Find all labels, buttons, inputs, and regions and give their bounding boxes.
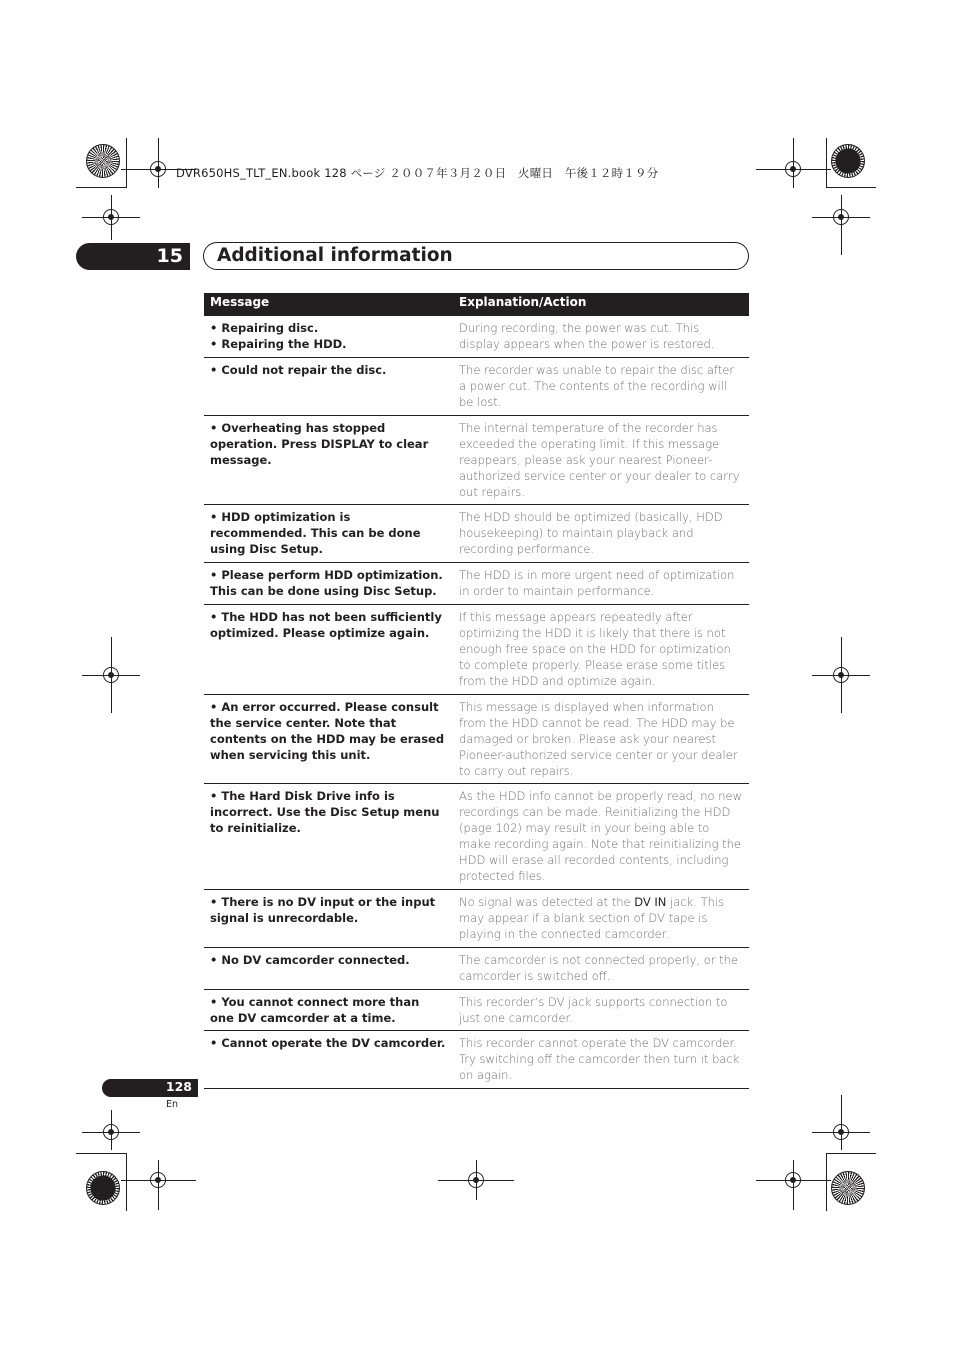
column-header-explanation: Explanation/Action (459, 295, 587, 309)
crop-mark (82, 217, 140, 218)
page-language: En (166, 1099, 179, 1110)
registration-star-icon (86, 1171, 120, 1205)
table-row (204, 563, 749, 605)
message-cell (210, 894, 446, 926)
crop-mark (158, 1160, 159, 1210)
explanation-cell: This recorder’s DV jack supports connection to just one camcorder. (459, 995, 728, 1025)
table-row (204, 358, 749, 416)
message-cell (210, 509, 446, 557)
crop-mark (826, 187, 876, 188)
message-text: • There is no DV input or the input signal is unrecordable. (210, 895, 436, 925)
column-header-message: Message (210, 295, 270, 309)
table-row (204, 416, 749, 505)
crop-mark (126, 138, 127, 188)
explanation-text: No signal was detected at the (459, 895, 635, 909)
crop-mark (756, 1180, 831, 1181)
crop-mark (756, 169, 831, 170)
explanation-cell: The camcorder is not connected properly, or the camcorder is switched off. (459, 953, 738, 983)
jack-name: DV IN (634, 895, 667, 909)
table-row (204, 605, 749, 695)
message-text: • Repairing the HDD. (210, 337, 347, 351)
crop-mark (826, 138, 827, 188)
registration-star-icon (831, 144, 865, 178)
crop-mark (793, 1160, 794, 1210)
table-row (204, 695, 749, 784)
table-row (204, 990, 749, 1031)
table-row (204, 784, 749, 890)
message-table (204, 293, 749, 1089)
crop-mark (826, 1153, 876, 1154)
file-header: DVR650HS_TLT_EN.book 128 ページ ２００７年３月２０日 火曜日 午後１２時１９分 (176, 166, 659, 180)
crop-mark (826, 1153, 827, 1211)
chapter-title-box (203, 242, 749, 270)
crop-mark (438, 1180, 514, 1181)
message-cell (210, 788, 446, 836)
crop-mark (126, 1153, 127, 1211)
message-cell (210, 1035, 446, 1051)
crop-mark (841, 1095, 842, 1150)
message-text: • Please perform HDD optimization. This can be done using Disc Setup. (210, 568, 443, 598)
crop-mark (812, 675, 870, 676)
registration-star-icon (831, 1171, 865, 1205)
explanation-cell: If this message appears repeatedly after optimizing the HDD it is likely that there is not enough free space on the HDD for optimization to complete properly. Please erase some titles from the HDD and optimize again. (459, 610, 731, 688)
crop-mark (82, 1132, 140, 1133)
explanation-cell (459, 894, 743, 942)
crop-mark (158, 138, 159, 188)
explanation-cell: The internal temperature of the recorder has exceeded the operating limit. If this message reappears, please ask your nearest Pioneer-authorized service center or your dealer to carry out repairs. (459, 421, 740, 499)
page-number: 128 (165, 1079, 192, 1094)
crop-mark (76, 1153, 126, 1154)
page-number-tab (102, 1079, 198, 1097)
table-row (204, 505, 749, 563)
explanation-cell: The HDD is in more urgent need of optimization in order to maintain performance. (459, 568, 735, 598)
crop-mark (111, 1110, 112, 1150)
message-cell (210, 699, 446, 763)
table-row (204, 948, 749, 990)
crop-mark (121, 1180, 196, 1181)
explanation-cell: The HDD should be optimized (basically, HDD housekeeping) to maintain playback and recording performance. (459, 510, 723, 556)
message-cell (210, 952, 446, 968)
message-text: • An error occurred. Please consult the service center. Note that contents on the HDD may be erased when servicing this unit. (210, 700, 445, 762)
message-text: • HDD optimization is recommended. This can be done using Disc Setup. (210, 510, 421, 556)
message-text: • You cannot connect more than one DV camcorder at a time. (210, 995, 420, 1025)
crop-mark (76, 187, 126, 188)
chapter-title: Additional information (217, 245, 453, 266)
explanation-cell: As the HDD info cannot be properly read, no new recordings can be made. Reinitializing the HDD (page 102) may result in your being able to make recording again. Note that reinitializing the HDD will erase all recorded contents, including protected files. (459, 789, 742, 883)
crop-mark (841, 195, 842, 255)
message-text: • Repairing disc. (210, 321, 319, 335)
message-cell (210, 994, 446, 1026)
explanation-cell: This recorder cannot operate the DV camcorder. Try switching off the camcorder then turn it back on again. (459, 1036, 740, 1082)
crop-mark (812, 1132, 870, 1133)
message-text: • No DV camcorder connected. (210, 953, 410, 967)
message-cell (210, 362, 446, 378)
explanation-cell: This message is displayed when information from the HDD cannot be read. The HDD may be damaged or broken. Please ask your nearest Pioneer-authorized service center or your dealer to carry out repairs. (459, 700, 738, 778)
message-cell (210, 567, 446, 599)
table-row (204, 890, 749, 948)
explanation-cell: During recording, the power was cut. This display appears when the power is restored. (459, 321, 715, 351)
message-text: • Cannot operate the DV camcorder. (210, 1036, 446, 1050)
chapter-tab (76, 243, 190, 270)
message-text: • Overheating has stopped operation. Press DISPLAY to clear message. (210, 421, 429, 467)
chapter-number: 15 (156, 245, 183, 267)
explanation-text: jack. This may appear if a blank section of DV tape is playing in the connected camcorder. (459, 895, 725, 941)
crop-mark (82, 675, 140, 676)
message-cell (210, 320, 446, 352)
message-cell (210, 609, 446, 641)
table-row (204, 1031, 749, 1089)
message-text: • The HDD has not been sufficiently optimized. Please optimize again. (210, 610, 442, 640)
message-text: • The Hard Disk Drive info is incorrect. Use the Disc Setup menu to reinitialize. (210, 789, 440, 835)
crop-mark (793, 138, 794, 188)
message-text: • Could not repair the disc. (210, 363, 387, 377)
crop-mark (812, 217, 870, 218)
message-cell (210, 420, 446, 468)
explanation-cell: The recorder was unable to repair the disc after a power cut. The contents of the recording will be lost. (459, 363, 735, 409)
table-header (204, 293, 749, 316)
registration-star-icon (86, 144, 120, 178)
table-row (204, 316, 749, 358)
